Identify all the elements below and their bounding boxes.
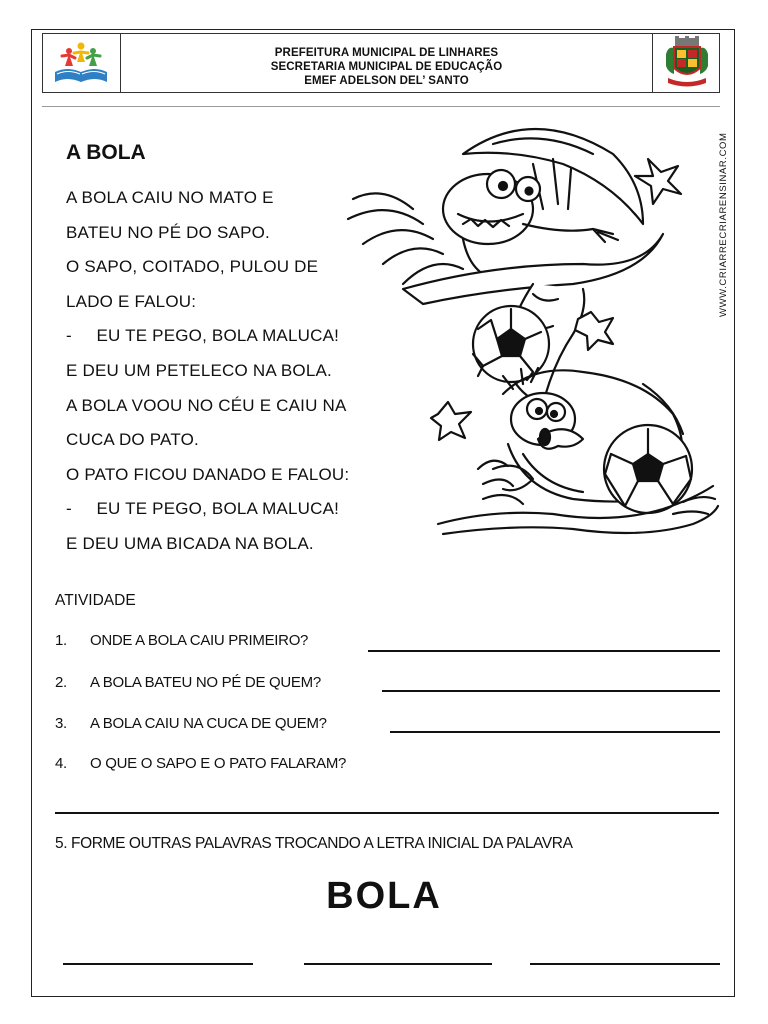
answer-line-1[interactable] bbox=[368, 650, 720, 652]
story-title: A BOLA bbox=[66, 141, 146, 164]
story-line: O PATO FICOU DANADO E FALOU: bbox=[66, 464, 350, 484]
question-text: A BOLA BATEU NO PÉ DE QUEM? bbox=[90, 674, 321, 691]
linhares-coat-of-arms-icon bbox=[660, 36, 714, 88]
activity-label: ATIVIDADE bbox=[55, 592, 136, 609]
question-text: ONDE A BOLA CAIU PRIMEIRO? bbox=[90, 632, 309, 649]
question-number: 4. bbox=[55, 755, 67, 772]
story-line: A BOLA CAIU NO MATO E bbox=[66, 188, 274, 207]
word-answer-line-3[interactable] bbox=[530, 963, 720, 965]
question-4 bbox=[55, 755, 346, 772]
story-line: LADO E FALOU: bbox=[66, 291, 197, 311]
header-rule bbox=[42, 106, 720, 107]
question-text: A BOLA CAIU NA CUCA DE QUEM? bbox=[90, 715, 327, 732]
story-line: E DEU UMA BICADA NA BOLA. bbox=[66, 533, 314, 553]
header-line-3: EMEF ADELSON DEL’ SANTO bbox=[304, 75, 469, 87]
question-text: O QUE O SAPO E O PATO FALARAM? bbox=[90, 755, 347, 772]
story-line: A BOLA VOOU NO CÉU E CAIU NA bbox=[66, 395, 347, 415]
answer-line-2[interactable] bbox=[382, 690, 720, 692]
question-number: 3. bbox=[55, 715, 67, 732]
story-line: CUCA DO PATO. bbox=[66, 430, 199, 450]
answer-line-3[interactable] bbox=[390, 731, 720, 733]
bola-word: BOLA bbox=[326, 875, 442, 917]
header-line-1: PREFEITURA MUNICIPAL DE LINHARES bbox=[274, 47, 499, 59]
frog-duck-soccer-ball-illustration-icon bbox=[343, 114, 723, 564]
question-2 bbox=[55, 674, 321, 691]
story-line: - EU TE PEGO, BOLA MALUCA! bbox=[66, 326, 340, 346]
question-1 bbox=[55, 632, 308, 649]
website-watermark: WWW.CRIARRECRIARENSINAR.COM bbox=[718, 132, 729, 317]
story-line: E DEU UM PETELECO NA BOLA. bbox=[66, 360, 332, 380]
school-book-logo-icon bbox=[47, 36, 115, 88]
story-line: BATEU NO PÉ DO SAPO. bbox=[66, 222, 270, 242]
question-5: 5. FORME OUTRAS PALAVRAS TROCANDO A LETRA INICIAL DA PALAVRA bbox=[55, 835, 573, 852]
word-answer-line-2[interactable] bbox=[304, 963, 492, 965]
header-line-2: SECRETARIA MUNICIPAL DE EDUCAÇÃO bbox=[270, 61, 503, 73]
question-number: 2. bbox=[55, 674, 67, 691]
header-text bbox=[121, 46, 652, 88]
header-divider-right bbox=[652, 33, 653, 93]
question-3 bbox=[55, 715, 327, 732]
answer-line-4[interactable] bbox=[55, 812, 719, 814]
story-line: O SAPO, COITADO, PULOU DE bbox=[66, 257, 319, 277]
word-answer-line-1[interactable] bbox=[63, 963, 253, 965]
story-line: - EU TE PEGO, BOLA MALUCA! bbox=[66, 499, 340, 519]
question-number: 1. bbox=[55, 632, 67, 649]
